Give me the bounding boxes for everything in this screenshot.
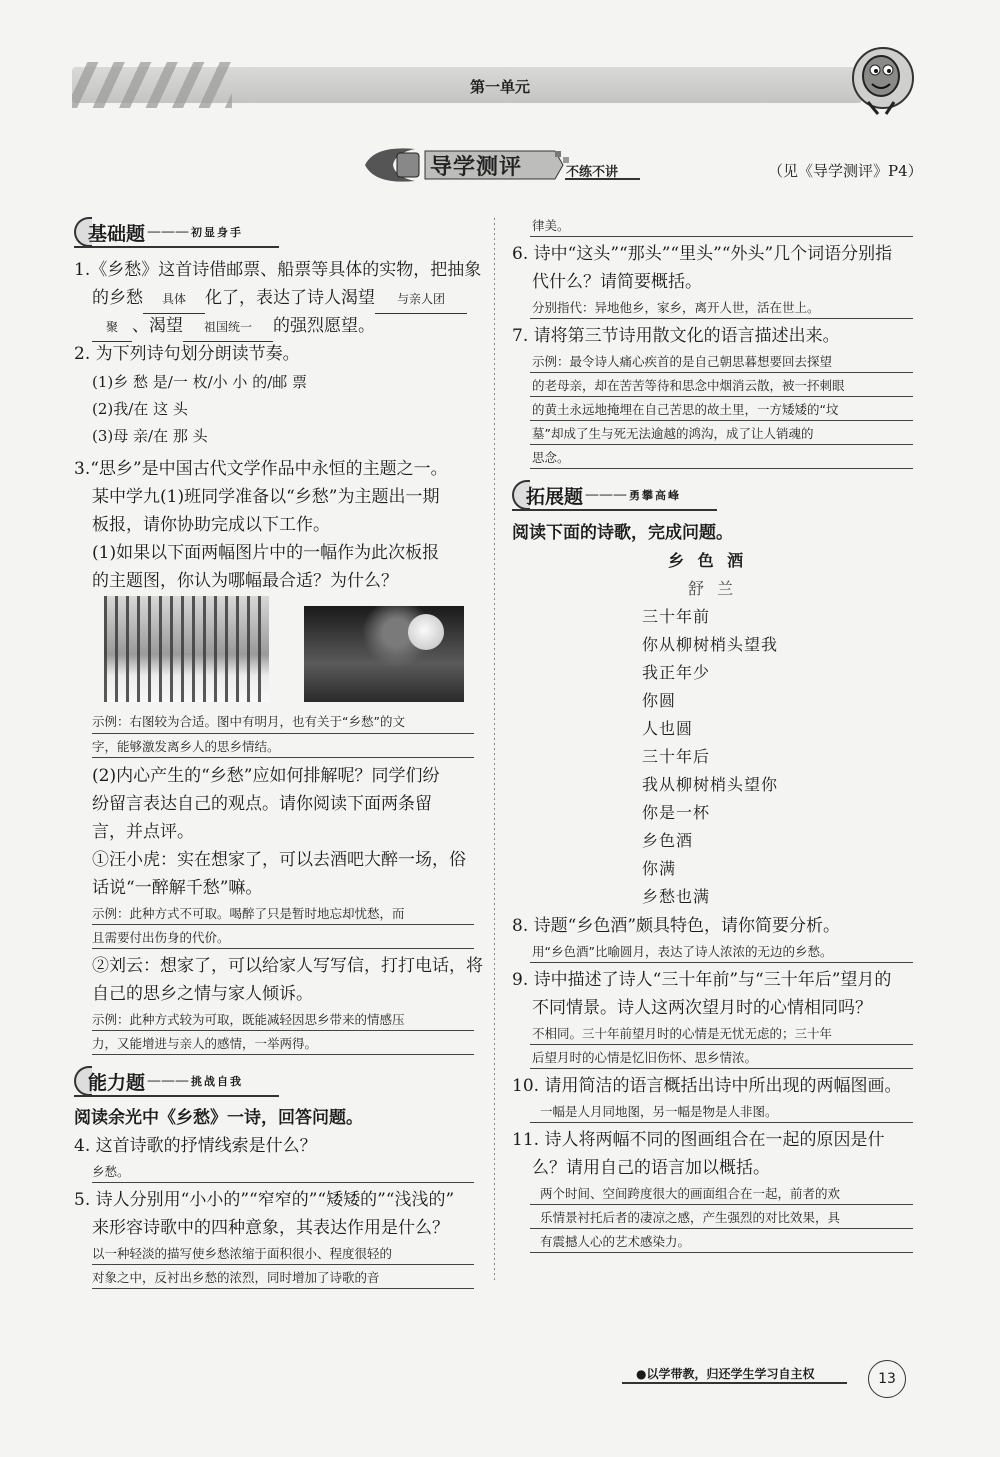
poem-line: 我从柳树梢头望你: [642, 775, 779, 794]
section-name: 基础题: [88, 222, 146, 245]
poem-line: 你从柳树梢头望我: [642, 635, 779, 654]
poem-line: 我正年少: [642, 663, 711, 682]
answer-line: [530, 1228, 913, 1229]
q6-line: 代什么？请简要概括。: [532, 272, 702, 292]
answer-line: [530, 318, 913, 319]
q11-line: 么？请用自己的语言加以概括。: [532, 1158, 770, 1178]
q5-line: 来形容诗歌中的四种意象，其表达作用是什么？: [92, 1218, 449, 1238]
q2-line: (2)我/在 这 头: [92, 400, 188, 418]
answer-fill: 具体: [143, 285, 205, 314]
banner-title: 导学测评: [430, 155, 523, 180]
q1-text: 化了，表达了诗人渴望: [205, 288, 375, 308]
answer-line: [92, 757, 474, 758]
answer-line: [530, 1044, 913, 1045]
poem-line: 乡愁也满: [642, 887, 711, 906]
q5-line: 5. 诗人分别用“小小的”“窄窄的”“矮矮的”“浅浅的”: [74, 1190, 455, 1210]
page-number: 13: [868, 1360, 906, 1398]
answer-line: [530, 1068, 913, 1069]
answer-fill: 祖国统一: [183, 313, 273, 342]
answer-line: [530, 962, 913, 963]
q1-text: 、渴望: [132, 316, 183, 336]
q4-stem: 4. 这首诗歌的抒情线索是什么？: [74, 1136, 317, 1156]
poem-title: 乡 色 酒: [668, 551, 748, 570]
answer-line: [530, 444, 913, 445]
q7-stem: 7. 请将第三节诗用散文化的语言描述出来。: [512, 326, 840, 346]
section-basic: 基础题 ——— 初显身手: [74, 217, 243, 247]
q2-line: (3)母 亲/在 那 头: [92, 427, 208, 445]
q9-line: 不同情景。诗人这两次望月时的心情相同吗？: [532, 998, 872, 1018]
answer-line: [92, 1288, 474, 1289]
answer-line: [530, 372, 913, 373]
q1-text: 的乡愁: [92, 288, 143, 308]
section-underline: [74, 246, 279, 248]
q3-line: 话说“一醉解千愁”嘛。: [92, 878, 263, 898]
answer-line: [92, 1264, 474, 1265]
answer-text: 字，能够激发离乡人的思乡情结。: [92, 739, 280, 754]
answer-text: 示例：右图较为合适。图中有明月，也有关于“乡愁”的文: [92, 714, 405, 729]
answer-text: 一幅是人月同地图，另一幅是物是人非图。: [540, 1104, 778, 1119]
banner-subtitle: 不练不讲: [566, 165, 619, 180]
moon-icon: [408, 614, 444, 650]
answer-text: 思念。: [532, 450, 570, 465]
q1-line3: [92, 312, 375, 342]
mascot-icon: [848, 44, 918, 118]
answer-line: [92, 924, 474, 925]
section-name: 能力题: [88, 1071, 146, 1094]
answer-fill: 聚: [92, 313, 132, 342]
ability-intro: 阅读余光中《乡愁》一诗，回答问题。: [74, 1108, 363, 1128]
answer-line: [92, 1182, 474, 1183]
answer-line: [530, 1252, 913, 1253]
answer-text: 律美。: [532, 218, 570, 233]
answer-fill: 与亲人团: [375, 285, 467, 314]
section-motto: 初显身手: [191, 226, 244, 239]
extend-intro: 阅读下面的诗歌，完成问题。: [512, 523, 733, 543]
answer-line: [530, 420, 913, 421]
answer-line: [530, 236, 913, 237]
answer-line: [530, 468, 913, 469]
q8-stem: 8. 诗题“乡色酒”颇具特色，请你简要分析。: [512, 916, 841, 936]
q3-line: 3.“思乡”是中国古代文学作品中永恒的主题之一。: [74, 459, 448, 479]
q10-stem: 10. 请用简洁的语言概括出诗中所出现的两幅图画。: [512, 1076, 902, 1096]
q3-line: 板报，请你协助完成以下工作。: [92, 515, 330, 535]
answer-line: [530, 1204, 913, 1205]
section-name: 拓展题: [526, 485, 584, 508]
q9-line: 9. 诗中描述了诗人“三十年前”与“三十年后”望月的: [512, 970, 892, 990]
q3-line: 的主题图，你认为哪幅最合适？为什么？: [92, 571, 398, 591]
answer-text: 有震撼人心的艺术感染力。: [540, 1234, 691, 1249]
answer-text: 乡愁。: [92, 1164, 130, 1179]
q1-text: 的强烈愿望。: [273, 316, 375, 336]
answer-text: 示例：最令诗人痛心疾首的是自己朝思暮想要回去探望: [532, 354, 833, 369]
section-extend: 拓展题 ——— 勇攀高峰: [512, 480, 681, 510]
poem-line: 三十年前: [642, 607, 711, 626]
answer-line: [92, 1030, 474, 1031]
answer-text: 以一种轻淡的描写使乡愁浓缩于面积很小、程度很轻的: [92, 1246, 393, 1261]
q3-line: ②刘云：想家了，可以给家人写写信，打打电话，将: [92, 956, 483, 976]
q3-line: 纷留言表达自己的观点。请你阅读下面两条留: [92, 794, 432, 814]
unit-title: 第一单元: [469, 78, 530, 96]
q3-line: ①汪小虎：实在想家了，可以去酒吧大醉一场，俗: [92, 850, 466, 870]
answer-text: 对象之中，反衬出乡愁的浓烈，同时增加了诗歌的音: [92, 1270, 380, 1285]
q3-line: 自己的思乡之情与家人倾诉。: [92, 984, 313, 1004]
q3-line: (2)内心产生的“乡愁”应如何排解呢？同学们纷: [92, 766, 440, 786]
q3-line: 言，并点评。: [92, 822, 194, 842]
q1-line2: [92, 284, 467, 314]
poem-line: 三十年后: [642, 747, 711, 766]
answer-text: 的老母亲，却在苦苦等待和思念中烟消云散，被一抔刺眼: [532, 378, 845, 393]
answer-text: 两个时间、空间跨度很大的画面组合在一起，前者的欢: [540, 1186, 841, 1201]
q11-line: 11. 诗人将两幅不同的图画组合在一起的原因是什: [512, 1130, 885, 1150]
poem-line: 人也圆: [642, 719, 694, 738]
footer-slogan: ●以学带教，归还学生学习自主权: [636, 1367, 815, 1381]
poem-line: 乡色酒: [642, 831, 694, 850]
poem-line: 你满: [642, 859, 677, 878]
section-underline: [74, 1095, 279, 1097]
section-motto: 勇攀高峰: [629, 489, 682, 502]
answer-text: 分别指代：异地他乡，家乡，离开人世，活在世上。: [532, 300, 820, 315]
answer-line: [530, 1122, 913, 1123]
answer-text: 后望月时的心情是忆旧伤怀、思乡情浓。: [532, 1050, 758, 1065]
answer-text: 不相同。三十年前望月时的心情是无忧无虑的；三十年: [532, 1026, 833, 1041]
answer-line: [530, 396, 913, 397]
q3-line: 某中学九(1)班同学准备以“乡愁”为主题出一期: [92, 487, 440, 507]
answer-text: 的黄土永远地掩埋在自己苦思的故土里，一方矮矮的“坟: [532, 402, 839, 417]
answer-text: 且需要付出伤身的代价。: [92, 930, 230, 945]
q3-line: (1)如果以下面两幅图片中的一幅作为此次板报: [92, 543, 440, 563]
answer-text: 乐情景衬托后者的凄凉之感，产生强烈的对比效果，具: [540, 1210, 841, 1225]
footer-rule: [622, 1382, 847, 1384]
answer-text: 用“乡色酒”比喻圆月，表达了诗人浓浓的无边的乡愁。: [532, 944, 833, 959]
section-ability: 能力题 ——— 挑战自我: [74, 1066, 243, 1096]
answer-text: 示例：此种方式较为可取，既能减轻因思乡带来的情感压: [92, 1012, 405, 1027]
answer-text: 力，又能增进与亲人的感情，一举两得。: [92, 1036, 318, 1051]
column-divider: [494, 218, 495, 1283]
photo-trees: [104, 596, 269, 702]
poem-author: 舒 兰: [688, 579, 738, 598]
section-motto: 挑战自我: [191, 1075, 244, 1088]
section-underline: [512, 509, 717, 511]
answer-line: [92, 948, 474, 949]
q2-line: (1)乡 愁 是/一 枚/小 小 的/邮 票: [92, 373, 308, 391]
answer-text: 墓”却成了生与死无法逾越的鸿沟，成了让人销魂的: [532, 426, 814, 441]
photo-moon: [304, 606, 464, 702]
answer-text: 示例：此种方式不可取。喝醉了只是暂时地忘却忧愁，而: [92, 906, 405, 921]
answer-line: [92, 733, 474, 734]
reference-note: （见《导学测评》P4）: [768, 162, 923, 180]
q1-line1: 1.《乡愁》这首诗借邮票、船票等具体的实物，把抽象: [74, 260, 482, 280]
poem-line: 你是一杯: [642, 803, 711, 822]
q2-stem: 2. 为下列诗句划分朗读节奏。: [74, 344, 300, 364]
poem-line: 你圆: [642, 691, 677, 710]
answer-line: [92, 1054, 474, 1055]
q6-line: 6. 诗中“这头”“那头”“里头”“外头”几个词语分别指: [512, 244, 893, 264]
